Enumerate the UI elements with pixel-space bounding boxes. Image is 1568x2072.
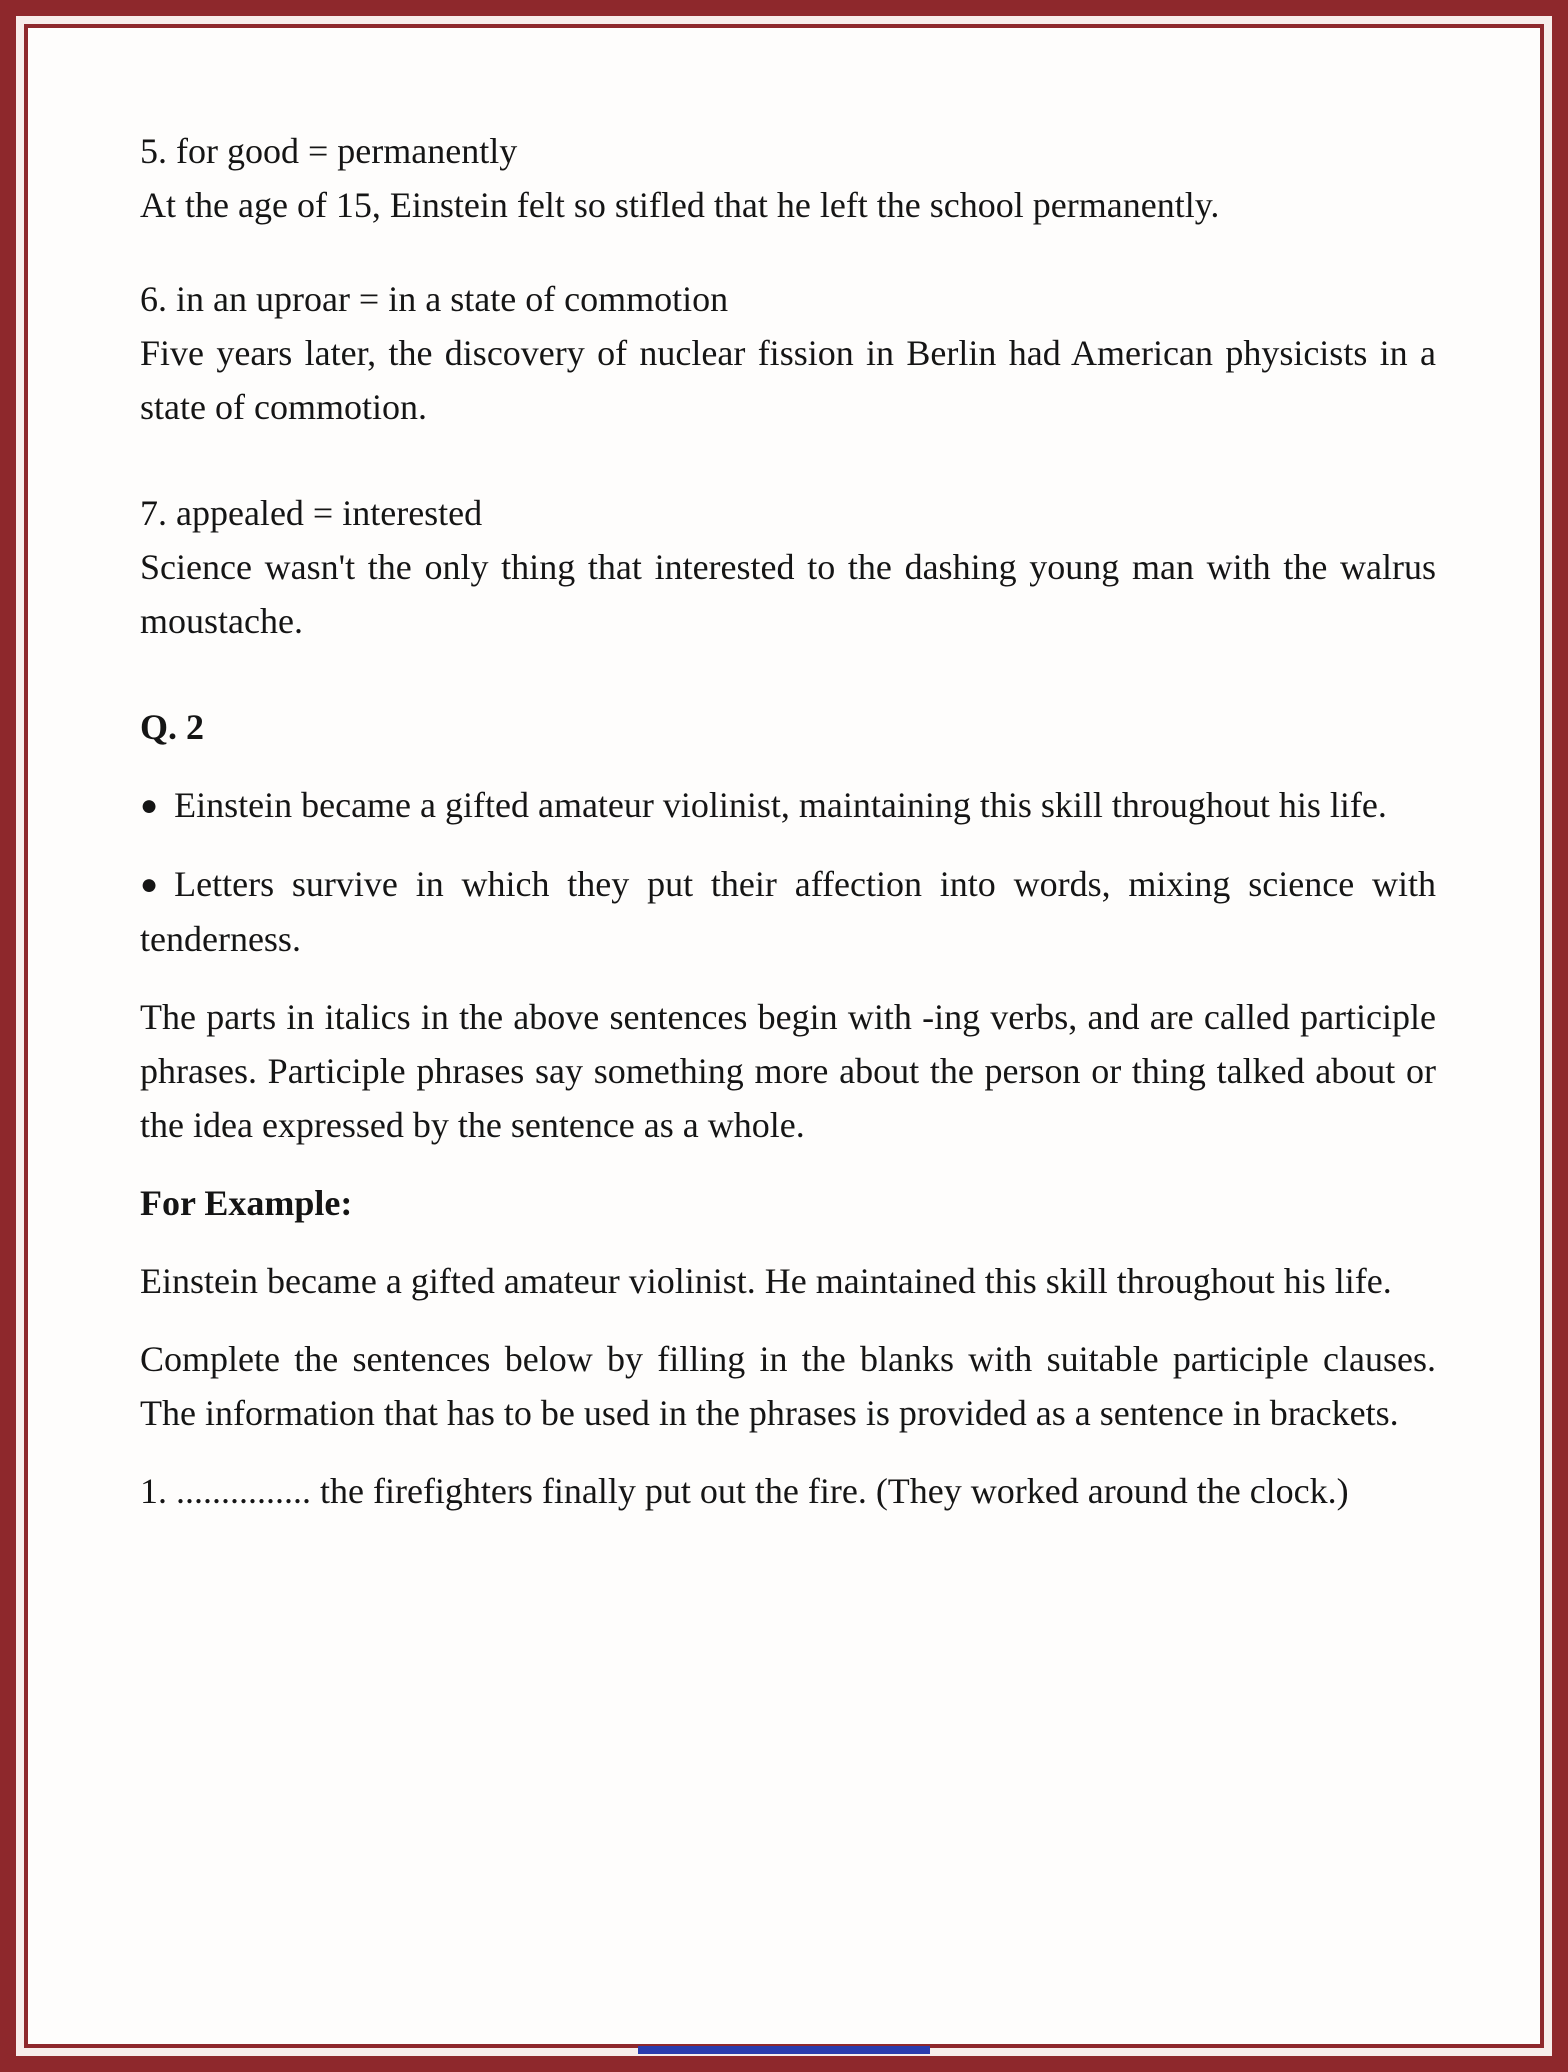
question-2-heading: Q. 2	[140, 707, 205, 747]
bullet-icon: ●	[140, 868, 159, 901]
example-paragraph: Einstein became a gifted amateur violinist. He maintained this skill throughout his life.	[140, 1261, 1392, 1301]
vocab-item-5-example: At the age of 15, Einstein felt so stifled that he left the school permanently.	[140, 185, 1220, 225]
vocab-item-7-example: Science wasn't the only thing that interested to the dashing young man with the walrus moustache.	[140, 547, 1436, 641]
bullet-item-1	[140, 778, 1436, 833]
bullet-item-1-text: Einstein became a gifted amateur violinist, maintaining this skill throughout his life.	[174, 785, 1387, 825]
bullet-icon: ●	[140, 789, 159, 822]
bottom-blue-line	[638, 2046, 930, 2054]
bullet-item-2	[140, 857, 1436, 966]
vocab-item-6-title: 6. in an uproar = in a state of commotion	[140, 279, 729, 319]
explanation-paragraph: The parts in italics in the above sentences begin with -ing verbs, and are called participle phrases. Participle phrases say something more about the person or thing talked about or the idea expressed by the sentence as a whole.	[140, 997, 1436, 1145]
exercise-instructions: Complete the sentences below by filling in the blanks with suitable participle clauses. The information that has to be used in the phrases is provided as a sentence in brackets.	[140, 1339, 1436, 1433]
vocab-item-7-title: 7. appealed = interested	[140, 493, 483, 533]
vocab-item-5-title: 5. for good = permanently	[140, 131, 518, 171]
vocab-item-6-example: Five years later, the discovery of nuclear fission in Berlin had American physicists in a state of commotion.	[140, 333, 1436, 427]
for-example-heading: For Example:	[140, 1183, 353, 1223]
bullet-item-2-text: Letters survive in which they put their affection into words, mixing science with tenderness.	[140, 864, 1436, 959]
exercise-item-1: 1. ............... the firefighters finally put out the fire. (They worked around the clock.)	[140, 1471, 1349, 1511]
page-content	[24, 24, 1544, 2048]
